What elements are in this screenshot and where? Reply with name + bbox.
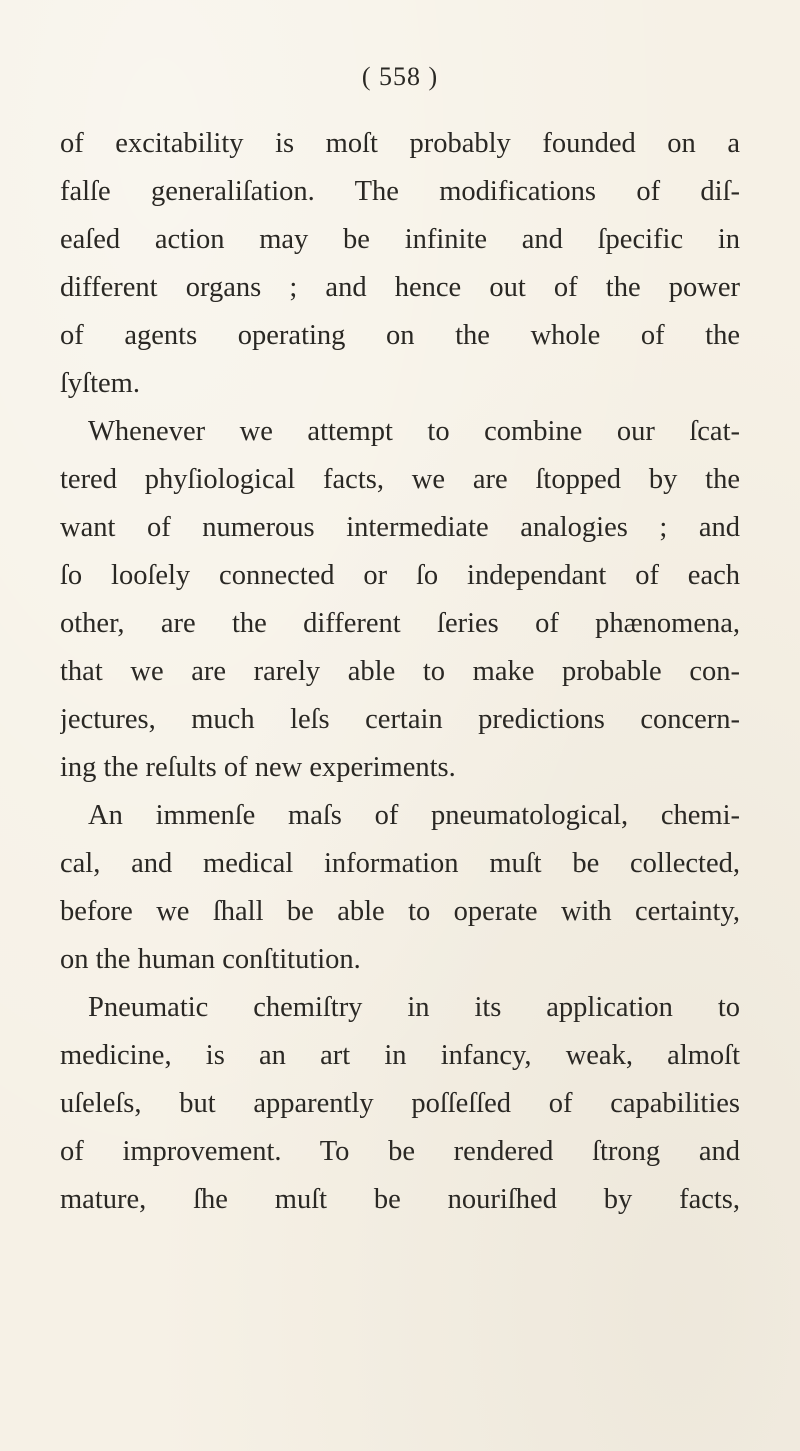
text-line: before we ſhall be able to operate with certainty, xyxy=(60,896,740,927)
body-text xyxy=(60,120,740,1224)
text-line: other, are the different ſeries of phænomena, xyxy=(60,608,740,639)
text-line: eaſed action may be infinite and ſpecific in xyxy=(60,224,740,255)
text-line: medicine, is an art in infancy, weak, almoſt xyxy=(60,1040,740,1071)
text-line: cal, and medical information muſt be collected, xyxy=(60,848,740,879)
text-line: of agents operating on the whole of the xyxy=(60,320,740,351)
text-line: on the human conſtitution. xyxy=(60,944,361,975)
page-number: ( 558 ) xyxy=(361,62,439,91)
text-line: Whenever we attempt to combine our ſcat- xyxy=(88,416,740,447)
text-line: of improvement. To be rendered ſtrong and xyxy=(60,1136,740,1167)
text-line: An immenſe maſs of pneumatological, chemi- xyxy=(88,800,740,831)
text-line: ſo looſely connected or ſo independant of each xyxy=(60,560,740,591)
text-line: ing the reſults of new experiments. xyxy=(60,752,456,783)
text-line: ſyſtem. xyxy=(60,368,140,399)
text-line: tered phyſiological facts, we are ſtopped by the xyxy=(60,464,740,495)
text-line: mature, ſhe muſt be nouriſhed by facts, xyxy=(60,1184,740,1215)
text-line: of excitability is moſt probably founded on a xyxy=(60,128,740,159)
text-line: jectures, much leſs certain predictions concern- xyxy=(60,704,740,735)
text-line: that we are rarely able to make probable con- xyxy=(60,656,740,687)
text-line: falſe generaliſation. The modifications of diſ- xyxy=(60,176,740,207)
text-line: different organs ; and hence out of the power xyxy=(60,272,740,303)
text-line: uſeleſs, but apparently poſſeſſed of capabilities xyxy=(60,1088,740,1119)
text-line: Pneumatic chemiſtry in its application to xyxy=(88,992,740,1023)
text-line: want of numerous intermediate analogies ; and xyxy=(60,512,740,543)
